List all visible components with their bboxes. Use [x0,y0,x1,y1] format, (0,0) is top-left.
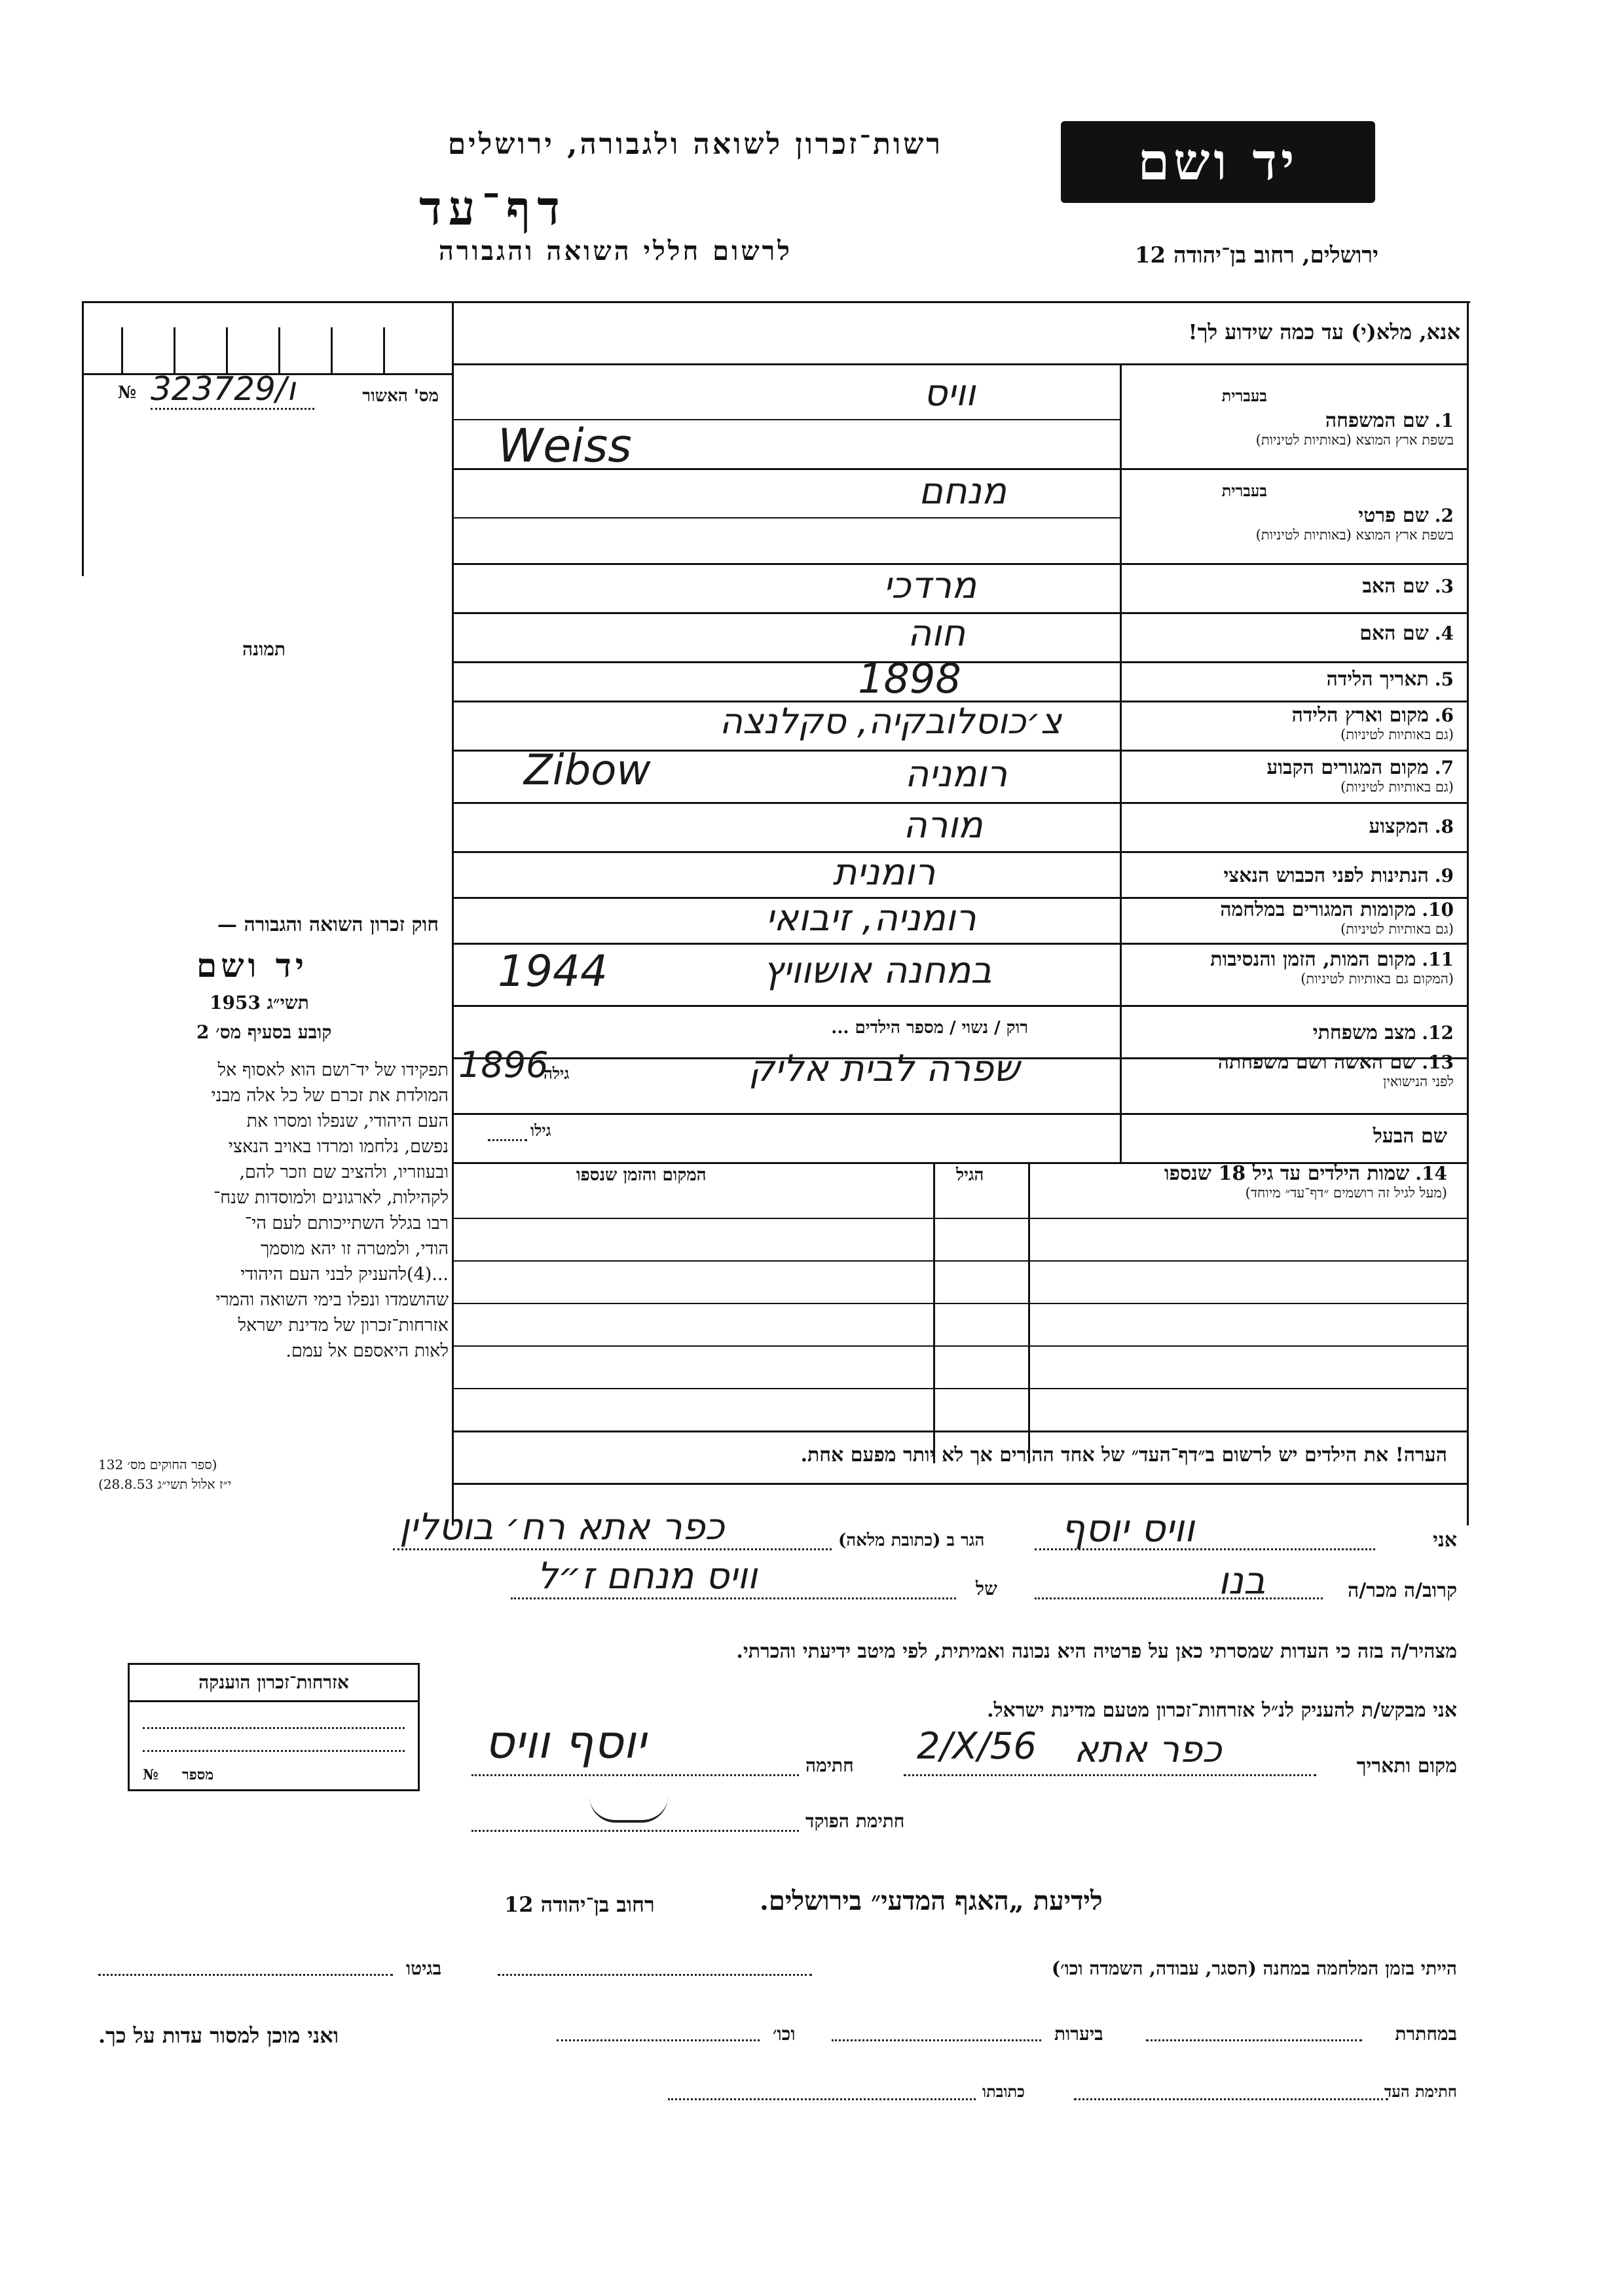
f3-num: 3. [1434,575,1454,597]
husband-label-text: שם הבעל [1373,1125,1447,1148]
f13-age-label: גילה [544,1064,570,1083]
f2-label [1126,504,1454,543]
note: הערה! את הילדים יש לרשום ב״דף־העד״ של אחד ההורים אך לא יותר מפעם אחת. [800,1444,1447,1467]
officer-signature [589,1794,668,1823]
f4-label-text: שם האם [1359,622,1429,645]
f13-value: שפרה לבית אליק [748,1048,1020,1090]
f11-num: 11. [1422,949,1454,970]
law-line: לקהילות, לארגונים ולמוסדות שנח־ [213,1188,449,1208]
f13-sub: לפני הנישואין [1383,1074,1454,1089]
f14-label-text: שמות הילדים עד גיל 18 שנספו [1164,1162,1410,1185]
f7-label-text: מקום המגורים הקבוע [1266,756,1429,779]
f12-status: רוק / נשוי / מספר הילדים ... [831,1018,1028,1038]
husband-age-label: גילו [530,1121,551,1140]
footer-title: לידיעת „האגף המדעי״ בירושלים. [760,1886,1103,1916]
f1-label [1126,409,1454,448]
f10-label [1126,898,1454,938]
f5-label-text: תאריך הלידה [1326,668,1429,691]
of-name: וויס מנחם ז״ל [537,1555,758,1597]
witness-address-label: כתובתו [982,2082,1025,2101]
relation-value: בנו [1218,1558,1266,1603]
law-name: יד ושם [196,946,308,985]
declarant-name: וויס יוסף [1061,1506,1195,1550]
law-line: הודי, ולמטרה זו יהא מוסמך [261,1239,449,1259]
f1-num: 1. [1434,410,1454,431]
f7-num: 7. [1434,757,1454,778]
f14-num: 14. [1415,1163,1447,1184]
f9-label [1224,864,1454,887]
citizenship-box-title: אזרחות־זכרון הוענקה [130,1665,418,1702]
f6-label-text: מקום וארץ הלידה [1291,704,1429,727]
law-title: חוק זכרון השואה והגבורה — [217,913,439,936]
f7-value-latin: Zibow [524,746,651,795]
f5-label [1327,668,1454,691]
f8-num: 8. [1434,816,1454,837]
declarant-i-label: אני [1433,1529,1457,1552]
f2-value-hebrew: מנחם [918,470,1007,513]
form-title: דף־עד [419,180,566,236]
declaration-text: מצהיר/ה בזה כי העדות שמסרתי כאן על פרטיה היא נכונה ואמיתית, לפי מיטב ידיעתי והכרתי. [736,1640,1457,1663]
f2-sub: בשפת ארץ המוצא (באותיות לטיניות) [1255,527,1454,543]
f9-value: רומנית [832,851,936,894]
citizenship-number-label: מספר [182,1766,214,1783]
law-line: תפקידו של יד־ושם הוא לאסוף אל [217,1060,449,1080]
law-ref-2: י״ז אלול תשי״ג 28.8.53) [98,1476,232,1492]
f13-age: 1896 [458,1044,549,1085]
law-year-heb: תשי״ג [267,992,309,1013]
f11-label-text: מקום המות, הזמן והנסיבות [1210,948,1416,971]
form-subtitle: לרשום חללי השואה והגבורה [438,236,792,266]
f5-value: 1898 [858,655,961,702]
law-line: רבו בגלל השתייכותם לעם הי־ [244,1213,449,1233]
f4-label [1359,622,1454,645]
signature-label: חתימה [805,1755,854,1776]
law-body [85,1057,449,1364]
footer-line1-a: הייתי בזמן המלחמה במחנה (הסגר, עבודה, השמדה וכו׳) [1051,1958,1457,1979]
officer-label: חתימת הפוקד [805,1810,905,1832]
f14-sub: (מעל לגיל זה רושמים ״דף־עד״ מיוחד) [1245,1185,1447,1201]
f1-value-hebrew: וויס [923,372,976,414]
husband-label [1373,1125,1447,1148]
f5-num: 5. [1434,668,1454,690]
authority-title: רשות־זכרון לשואה ולגבורה, ירושלים [447,128,943,161]
f11-label [1126,948,1454,987]
f7-value-hebrew: רומניה [904,753,1008,795]
f2-label-text: שם פרטי [1358,504,1429,527]
law-line: שהושמדו ונפלו בימי השואה והמרי [215,1290,449,1310]
f8-value: מורה [903,804,983,847]
f14-col-age: הגיל [956,1165,984,1185]
f6-num: 6. [1434,704,1454,726]
citizenship-no-label: № [143,1766,158,1783]
f11-year: 1944 [498,946,608,996]
f6-sub: (גם באותיות לטיניות) [1340,727,1454,742]
witness-signature-label: חתימת העד [1384,2082,1457,2101]
f13-num: 13. [1422,1051,1454,1073]
f3-label [1362,575,1454,598]
f7-sub: (גם באותיות לטיניות) [1340,779,1454,795]
f4-num: 4. [1434,623,1454,644]
declarant-residing-label: הגר ב (כתובת מלאה) [838,1531,985,1550]
place-value: כפר אתא [1074,1728,1222,1771]
footer-line1-b: בגיטו [406,1958,442,1979]
law-ref-1: (ספר החוקים מס׳ 132 [98,1457,217,1472]
yad-vashem-logo [1061,121,1375,203]
f10-sub: (גם באותיות לטיניות) [1340,921,1454,937]
f13-label-text: שם האשה ושם משפחתה [1217,1051,1416,1074]
relative-label: קרוב/ה מכר/ה [1348,1579,1457,1602]
f10-value: רומניה, זיבואי [766,897,976,939]
f7-label [1126,756,1454,795]
date-value: 2/X/56 [917,1725,1037,1768]
law-line: ...(4)להעניק לבני העם היהודי [240,1264,449,1285]
f6-label [1126,704,1454,743]
instruction-text: אנא, מלא(י) עד כמה שידוע לך! [1188,319,1460,344]
f12-label [1313,1021,1454,1044]
f1-sub: בשפת ארץ המוצא (באותיות לטיניות) [1255,432,1454,448]
f12-label-text: מצב משפחתי [1312,1021,1416,1044]
f14-col-place: המקום והזמן שנספו [576,1165,707,1185]
f1-hebrew-label: בעברית [1221,386,1267,405]
law-line: לאות היאספם אל עמם. [286,1341,449,1361]
declarant-address: כפר אתא רח׳ בוטלין [399,1506,725,1548]
law-line: העם היהודי, שנפלו ומסרו את [246,1111,449,1131]
of-label: של [976,1578,997,1599]
f1-label-text: שם המשפחה [1325,409,1429,432]
citizenship-box [128,1663,420,1791]
f3-label-text: שם האב [1362,575,1429,598]
footer-line2-a: במחתרת [1395,2023,1457,2045]
f8-label [1369,815,1454,838]
logo-text: יד ושם [1137,132,1299,192]
f9-num: 9. [1434,865,1454,886]
request-text: אני מבקש/ת להעניק לנ״ל אזרחות־זכרון מטעם מדינת ישראל. [987,1699,1457,1722]
f11-sub: (המקום גם באותיות לטיניות) [1301,971,1454,987]
approval-no-label: № [118,383,137,403]
signature-value: יוסף וויס [485,1715,646,1769]
header-address: ירושלים, רחוב בן־יהודה 12 [1134,242,1378,268]
law-year-greg: 1953 [210,992,261,1013]
f2-num: 2. [1434,505,1454,526]
footer-line2-b: ביערות [1054,2023,1103,2045]
photo-label: תמונה [242,638,286,660]
f8-label-text: המקצוע [1369,815,1429,838]
law-line: נפשם, נלחמו ומרדו באויב הנאצי [228,1137,449,1157]
f1-value-latin: Weiss [498,419,632,473]
law-line: אזרחות־זכרון של מדינת ישראל [238,1315,449,1336]
law-clause: קובע בסעיף מס׳ 2 [196,1021,332,1043]
f14-label [1080,1162,1447,1201]
law-line: ובעוזריו, ולהציב שם וזכר להם, [239,1162,449,1182]
approval-number: 323729/ו [151,370,314,410]
f2-hebrew-label: בעברית [1221,481,1267,500]
f12-num: 12. [1422,1022,1454,1044]
footer-line2-d: ואני מוכן למסור עדות על כך. [98,2023,339,2048]
approval-cells [82,301,452,373]
f10-num: 10. [1422,899,1454,920]
f6-value: צ׳כוסלובקיה, סקלנצה [719,701,1062,742]
approval-label: מס' האשור [362,386,439,406]
law-year [210,992,309,1014]
footer-line2-c: וכו׳ [773,2023,796,2045]
law-line: המולדת את זכרם של כל אלה מבני [211,1085,449,1106]
f4-value: חוה [907,612,966,655]
footer-address: רחוב בן־יהודה 12 [504,1892,655,1917]
f10-label-text: מקומות המגורים במלחמה [1220,898,1416,921]
f3-value: מרדכי [883,564,977,607]
place-date-label: מקום ותאריך [1356,1755,1457,1777]
f13-label [1126,1051,1454,1090]
f11-value: במחנה אושוויץ [763,949,992,992]
f9-label-text: הנתינות לפני הכבוש הנאצי [1223,864,1429,887]
